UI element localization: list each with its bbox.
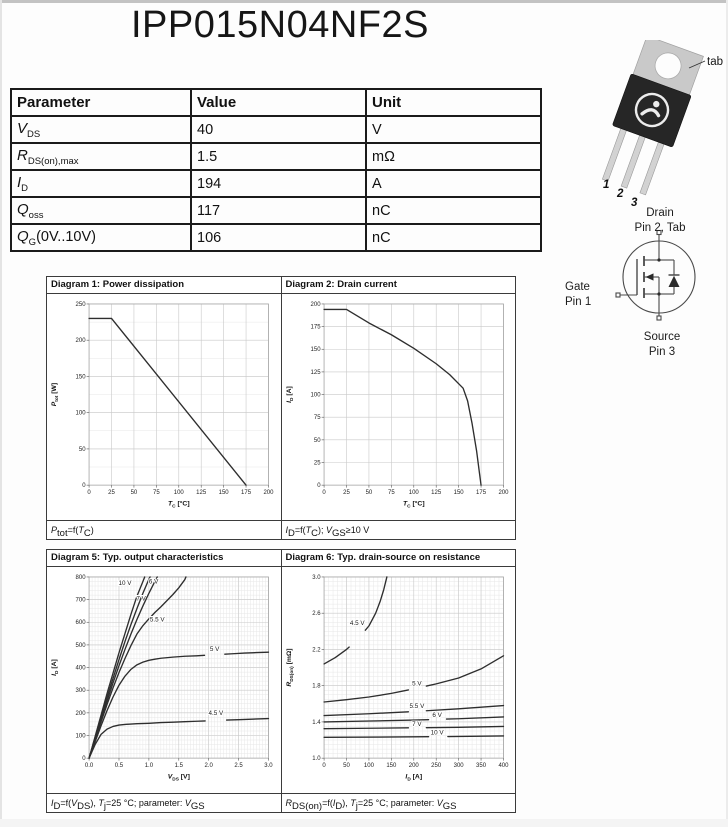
svg-text:125: 125: [196, 490, 207, 497]
svg-text:125: 125: [310, 369, 321, 376]
svg-text:50: 50: [342, 763, 350, 770]
page-left-edge: [0, 0, 2, 827]
svg-text:7 V: 7 V: [136, 595, 146, 603]
body-diode: [669, 276, 680, 287]
unit-cell: nC: [366, 224, 541, 251]
value-cell: 117: [191, 197, 366, 224]
svg-text:0: 0: [321, 763, 326, 770]
svg-text:150: 150: [75, 374, 86, 381]
svg-text:75: 75: [387, 490, 395, 497]
svg-text:200: 200: [75, 338, 86, 345]
col-header-parameter: Parameter: [11, 89, 191, 116]
svg-text:6 V: 6 V: [148, 578, 159, 586]
diagram-1-caption: $P_{tot}=f(T_C)$: [47, 520, 281, 539]
svg-text:100: 100: [408, 490, 419, 497]
svg-text:5 V: 5 V: [411, 680, 422, 688]
svg-text:5.5 V: 5.5 V: [149, 616, 165, 624]
svg-text:100: 100: [363, 763, 374, 770]
svg-text:150: 150: [453, 490, 464, 497]
svg-text:6 V: 6 V: [431, 711, 442, 719]
svg-text:RDS(on) [mΩ]: $R_{DS(on)}$ [mΩ]: [285, 648, 295, 687]
svg-text:TC [°C]: $T_C$ [°C]: [402, 500, 425, 510]
table-row: [11, 143, 541, 170]
svg-text:600: 600: [75, 620, 86, 627]
svg-text:1.0: 1.0: [144, 763, 154, 770]
svg-text:50: 50: [365, 490, 372, 497]
svg-text:0: 0: [82, 756, 86, 763]
svg-text:10 V: 10 V: [430, 729, 444, 737]
diagram-group-bottom: [46, 549, 516, 813]
diagram-5-chart: [47, 567, 281, 793]
diagram-6-chart: [282, 567, 516, 793]
package-lead: [640, 140, 665, 195]
svg-text:350: 350: [475, 763, 486, 770]
svg-text:2.6: 2.6: [311, 611, 321, 618]
value-cell: 40: [191, 116, 366, 143]
svg-text:VDS [V]: $V_{DS}$ [V]: [167, 773, 190, 783]
gate-pin-label: Gate Pin 1: [565, 281, 592, 308]
diagram-1-header: Diagram 1: Power dissipation: [47, 277, 281, 294]
svg-text:1.5: 1.5: [174, 763, 183, 770]
param-cell: $Q_G(0V..10V)$: [11, 224, 191, 251]
param-cell: $I_D$: [11, 170, 191, 197]
svg-text:10 V: 10 V: [118, 579, 132, 587]
svg-text:TC [°C]: $T_C$ [°C]: [167, 500, 190, 510]
unit-cell: mΩ: [366, 143, 541, 170]
svg-text:4.5 V: 4.5 V: [349, 619, 365, 627]
table-row: [11, 116, 541, 143]
svg-text:200: 200: [75, 710, 86, 717]
table-row: [11, 170, 541, 197]
svg-text:700: 700: [75, 597, 86, 604]
svg-text:75: 75: [153, 490, 160, 497]
diagram-6-header: Diagram 6: Typ. drain-source on resistance: [282, 550, 516, 567]
diagram-2-panel: [282, 277, 516, 539]
diagram-2-chart: [282, 294, 516, 520]
diagram-1-panel: [47, 277, 282, 539]
svg-text:25: 25: [342, 490, 350, 497]
svg-text:0: 0: [316, 483, 321, 490]
svg-text:1.4: 1.4: [311, 719, 321, 726]
svg-text:3.0: 3.0: [311, 574, 321, 581]
param-cell: $V_{DS}$: [11, 116, 191, 143]
parameter-table: [10, 88, 542, 252]
svg-text:200: 200: [408, 763, 419, 770]
svg-text:400: 400: [75, 665, 86, 672]
diagram-group-top: [46, 276, 516, 540]
svg-text:200: 200: [497, 490, 508, 497]
page-title: IPP015N04NF2S: [131, 4, 429, 46]
svg-text:300: 300: [453, 763, 464, 770]
page-bottom-edge: [0, 819, 728, 827]
svg-text:50: 50: [78, 446, 86, 453]
svg-text:250: 250: [75, 301, 86, 308]
package-lead: [602, 127, 627, 182]
svg-text:25: 25: [313, 460, 321, 467]
svg-text:2.5: 2.5: [234, 763, 243, 770]
unit-cell: A: [366, 170, 541, 197]
svg-text:25: 25: [108, 490, 115, 497]
svg-text:7 V: 7 V: [411, 721, 422, 728]
pin-1-label: 1: [603, 179, 610, 191]
svg-text:5 V: 5 V: [209, 646, 220, 654]
svg-text:200: 200: [310, 301, 321, 308]
unit-cell: nC: [366, 197, 541, 224]
svg-text:100: 100: [173, 490, 184, 497]
tab-label: tab: [707, 56, 723, 68]
param-cell: $Q_{oss}$: [11, 197, 191, 224]
diagram-2-header: Diagram 2: Drain current: [282, 277, 516, 294]
svg-text:250: 250: [430, 763, 441, 770]
value-cell: 106: [191, 224, 366, 251]
table-row: [11, 224, 541, 251]
diagram-6-caption: $R_{DS(on)}=f(I_D)$, $T_j=25$ °C; parameter: $V_{GS}$: [282, 793, 516, 812]
svg-text:175: 175: [310, 324, 321, 331]
svg-text:125: 125: [430, 490, 441, 497]
svg-text:75: 75: [313, 415, 321, 422]
svg-text:0.5: 0.5: [114, 763, 124, 770]
channel-arrow: [646, 273, 654, 280]
pin-3-label: 3: [631, 197, 638, 209]
diagram-5-panel: [47, 550, 282, 812]
svg-text:150: 150: [385, 763, 396, 770]
svg-text:175: 175: [241, 490, 252, 497]
svg-text:4.5 V: 4.5 V: [208, 710, 224, 718]
value-cell: 194: [191, 170, 366, 197]
svg-text:ID [A]: $I_D$ [A]: [285, 386, 295, 403]
svg-text:0.0: 0.0: [84, 763, 94, 770]
diagram-5-caption: $I_D=f(V_{DS})$, $T_j=25$ °C; parameter: $V_{GS}$: [47, 793, 281, 812]
diagram-2-caption: $I_D=f(T_C)$; $V_{GS}\ge 10$ V: [282, 520, 516, 539]
diagram-5-header: Diagram 5: Typ. output characteristics: [47, 550, 281, 567]
svg-text:5.5 V: 5.5 V: [409, 702, 424, 710]
svg-text:2.0: 2.0: [204, 763, 213, 770]
diagram-1-chart: [47, 294, 281, 520]
col-header-value: Value: [191, 89, 366, 116]
svg-text:0: 0: [82, 483, 86, 490]
svg-text:400: 400: [497, 763, 508, 770]
svg-text:500: 500: [75, 642, 86, 649]
svg-text:100: 100: [75, 733, 86, 740]
drain-pin-label: Drain Pin 2, Tab: [634, 207, 686, 234]
page-top-edge: [0, 0, 728, 3]
svg-text:800: 800: [75, 574, 86, 581]
package-lead: [621, 133, 646, 188]
svg-text:50: 50: [313, 437, 321, 444]
svg-text:Ptot [W]: $P_{tot}$ [W]: [51, 382, 60, 407]
svg-text:50: 50: [130, 490, 138, 497]
svg-text:200: 200: [263, 490, 274, 497]
svg-text:175: 175: [475, 490, 486, 497]
svg-text:ID [A]: $I_D$ [A]: [404, 773, 422, 783]
param-cell: $R_{DS(on),max}$: [11, 143, 191, 170]
svg-text:100: 100: [75, 410, 86, 417]
svg-text:ID [A]: $I_D$ [A]: [51, 659, 60, 676]
svg-text:0: 0: [321, 490, 326, 497]
svg-text:3.0: 3.0: [264, 763, 273, 770]
svg-text:0: 0: [87, 490, 91, 497]
unit-cell: V: [366, 116, 541, 143]
diagram-6-panel: [282, 550, 516, 812]
table-header-row: [11, 89, 541, 116]
svg-text:2.2: 2.2: [311, 647, 321, 654]
source-pin-label: Source Pin 3: [643, 331, 681, 358]
svg-text:1.8: 1.8: [311, 683, 321, 690]
svg-text:150: 150: [310, 347, 321, 354]
package-drawing: [570, 40, 728, 212]
table-row: [11, 197, 541, 224]
pin-2-label: 2: [617, 188, 624, 200]
col-header-unit: Unit: [366, 89, 541, 116]
svg-text:1.0: 1.0: [311, 756, 321, 763]
svg-text:300: 300: [75, 688, 86, 695]
svg-text:150: 150: [218, 490, 229, 497]
value-cell: 1.5: [191, 143, 366, 170]
svg-text:100: 100: [310, 392, 321, 399]
